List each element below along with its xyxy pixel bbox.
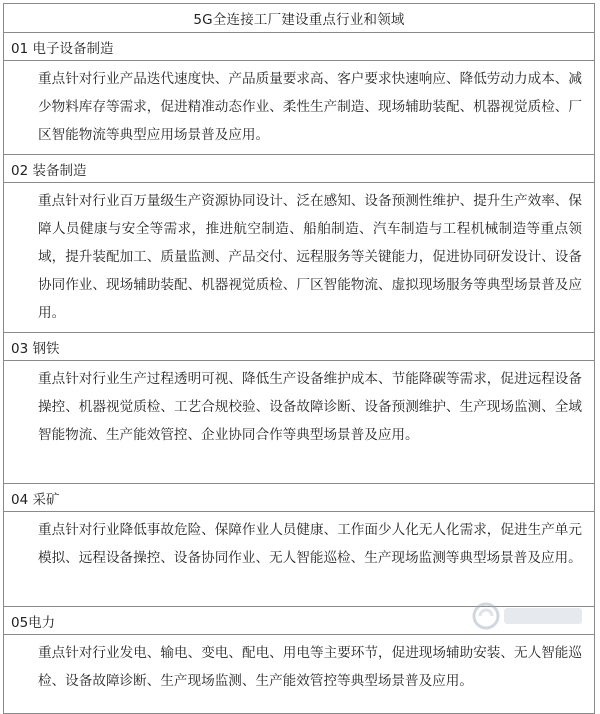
section-body: 重点针对行业产品迭代速度快、产品质量要求高、客户要求快速响应、降低劳动力成本、减少物料库存等需求，促进精准动态作业、柔性生产制造、现场辅助装配、机器视觉质检、厂区智能物流等典型应用场景普及应用。 [38, 71, 582, 143]
section-body: 重点针对行业百万量级生产资源协同设计、泛在感知、设备预测性维护、提升生产效率、保障人员健康与安全等需求，推进航空制造、船舶制造、汽车制造与工程机械制造等重点领域，提升装配加工、质量监测、产品交付、远程服务等关键能力，促进协同研发设计、设备协同作业、现场辅助装配、机器视觉质检、厂区智能物流、虚拟现场服务等典型场景普及应用。 [38, 193, 582, 321]
section-mining [4, 484, 594, 607]
section-equipment [4, 155, 594, 333]
section-heading: 05电力 [4, 607, 594, 635]
section-heading: 01 电子设备制造 [4, 33, 594, 61]
table-title: 5G全连接工厂建设重点行业和领域 [4, 4, 594, 33]
industry-table [3, 3, 595, 714]
section-body: 重点针对行业降低事故危险、保障作业人员健康、工作面少人化无人化需求，促进生产单元模拟、远程设备操控、设备协同作业、无人智能巡检、生产现场监测等典型场景普及应用。 [38, 522, 582, 566]
section-steel [4, 333, 594, 484]
section-heading: 03 钢铁 [4, 333, 594, 361]
section-body: 重点针对行业生产过程透明可视、降低生产设备维护成本、节能降碳等需求，促进远程设备操控、机器视觉质检、工艺合规校验、设备故障诊断、设备预测维护、生产现场监测、全域智能物流、生产能效管控、企业协同合作等典型场景普及应用。 [38, 371, 582, 443]
section-body: 重点针对行业发电、输电、变电、配电、用电等主要环节，促进现场辅助安装、无人智能巡检、设备故障诊断、生产现场监测、生产能效管控等典型场景普及应用。 [38, 645, 582, 689]
section-electronics [4, 33, 594, 155]
section-power [4, 607, 594, 713]
section-heading: 02 装备制造 [4, 155, 594, 183]
section-heading: 04 采矿 [4, 484, 594, 512]
